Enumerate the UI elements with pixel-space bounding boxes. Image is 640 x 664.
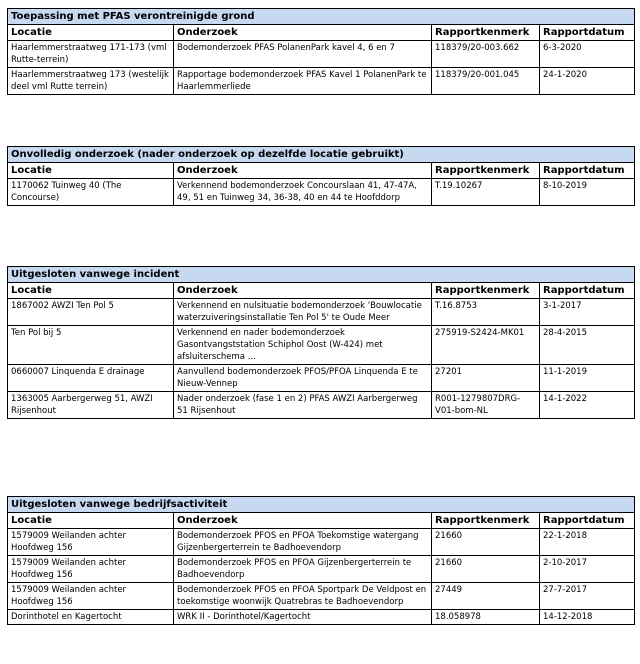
cell-datum: 2-10-2017 bbox=[540, 556, 635, 583]
table-row bbox=[8, 365, 635, 392]
cell-locatie: 1363005 Aarbergerweg 51, AWZI Rijsenhout bbox=[8, 392, 174, 419]
cell-kenmerk: 118379/20-001.045 bbox=[432, 68, 540, 95]
cell-kenmerk: 27449 bbox=[432, 583, 540, 610]
cell-onderzoek: Verkennend en nader bodemonderzoek Gasontvangststation Schiphol Oost (W-424) met afsluiterschema ... bbox=[174, 326, 432, 365]
column-header-onderzoek: Onderzoek bbox=[174, 163, 432, 179]
column-header-onderzoek: Onderzoek bbox=[174, 283, 432, 299]
table-row bbox=[8, 529, 635, 556]
table-section-0 bbox=[7, 8, 634, 95]
column-header-datum: Rapportdatum bbox=[540, 163, 635, 179]
cell-datum: 8-10-2019 bbox=[540, 179, 635, 206]
cell-onderzoek: WRK II - Dorinthotel/Kagertocht bbox=[174, 610, 432, 625]
header-row bbox=[8, 163, 635, 179]
report-table bbox=[7, 8, 635, 95]
cell-kenmerk: T.16.8753 bbox=[432, 299, 540, 326]
cell-locatie: 1579009 Weilanden achter Hoofdweg 156 bbox=[8, 556, 174, 583]
column-header-kenmerk: Rapportkenmerk bbox=[432, 163, 540, 179]
report-table bbox=[7, 266, 635, 419]
cell-datum: 3-1-2017 bbox=[540, 299, 635, 326]
section-title: Uitgesloten vanwege bedrijfsactiviteit bbox=[8, 497, 635, 513]
cell-kenmerk: 18.058978 bbox=[432, 610, 540, 625]
cell-datum: 22-1-2018 bbox=[540, 529, 635, 556]
cell-onderzoek: Bodemonderzoek PFOS en PFOA Sportpark De Veldpost en toekomstige woonwijk Quatrebras te Badhoevendorp bbox=[174, 583, 432, 610]
table-row bbox=[8, 392, 635, 419]
cell-kenmerk: 27201 bbox=[432, 365, 540, 392]
cell-kenmerk: 118379/20-003.662 bbox=[432, 41, 540, 68]
table-row bbox=[8, 41, 635, 68]
section-title: Uitgesloten vanwege incident bbox=[8, 267, 635, 283]
table-section-2 bbox=[7, 266, 634, 419]
cell-locatie: 1867002 AWZI Ten Pol 5 bbox=[8, 299, 174, 326]
table-section-1 bbox=[7, 146, 634, 206]
column-header-kenmerk: Rapportkenmerk bbox=[432, 283, 540, 299]
cell-onderzoek: Verkennend en nulsituatie bodemonderzoek 'Bouwlocatie waterzuiveringsinstallatie Ten Pol 5' te Oude Meer bbox=[174, 299, 432, 326]
cell-locatie: Ten Pol bij 5 bbox=[8, 326, 174, 365]
cell-onderzoek: Aanvullend bodemonderzoek PFOS/PFOA Linquenda E te Nieuw-Vennep bbox=[174, 365, 432, 392]
section-title: Toepassing met PFAS verontreinigde grond bbox=[8, 9, 635, 25]
column-header-datum: Rapportdatum bbox=[540, 25, 635, 41]
cell-datum: 14-1-2022 bbox=[540, 392, 635, 419]
section-title-row bbox=[8, 497, 635, 513]
table-row bbox=[8, 299, 635, 326]
section-title-row bbox=[8, 9, 635, 25]
cell-kenmerk: 275919-S2424-MK01 bbox=[432, 326, 540, 365]
column-header-datum: Rapportdatum bbox=[540, 513, 635, 529]
column-header-locatie: Locatie bbox=[8, 283, 174, 299]
column-header-locatie: Locatie bbox=[8, 25, 174, 41]
report-table bbox=[7, 496, 635, 625]
cell-datum: 14-12-2018 bbox=[540, 610, 635, 625]
column-header-kenmerk: Rapportkenmerk bbox=[432, 25, 540, 41]
header-row bbox=[8, 25, 635, 41]
table-row bbox=[8, 326, 635, 365]
cell-kenmerk: 21660 bbox=[432, 529, 540, 556]
cell-onderzoek: Rapportage bodemonderzoek PFAS Kavel 1 PolanenPark te Haarlemmerliede bbox=[174, 68, 432, 95]
table-row bbox=[8, 556, 635, 583]
cell-locatie: 1579009 Weilanden achter Hoofdweg 156 bbox=[8, 583, 174, 610]
section-title: Onvolledig onderzoek (nader onderzoek op dezelfde locatie gebruikt) bbox=[8, 147, 635, 163]
cell-datum: 27-7-2017 bbox=[540, 583, 635, 610]
cell-locatie: 0660007 Linquenda E drainage bbox=[8, 365, 174, 392]
cell-locatie: 1170062 Tuinweg 40 (The Concourse) bbox=[8, 179, 174, 206]
header-row bbox=[8, 513, 635, 529]
column-header-onderzoek: Onderzoek bbox=[174, 25, 432, 41]
cell-kenmerk: R001-1279807DRG-V01-bom-NL bbox=[432, 392, 540, 419]
cell-onderzoek: Bodemonderzoek PFAS PolanenPark kavel 4, 6 en 7 bbox=[174, 41, 432, 68]
cell-onderzoek: Bodemonderzoek PFOS en PFOA Toekomstige watergang Gijzenbergerterrein te Badhoevendorp bbox=[174, 529, 432, 556]
cell-datum: 28-4-2015 bbox=[540, 326, 635, 365]
cell-onderzoek: Nader onderzoek (fase 1 en 2) PFAS AWZI Aarbergerweg 51 Rijsenhout bbox=[174, 392, 432, 419]
cell-locatie: Haarlemmerstraatweg 171-173 (vml Rutte-terrein) bbox=[8, 41, 174, 68]
column-header-kenmerk: Rapportkenmerk bbox=[432, 513, 540, 529]
column-header-datum: Rapportdatum bbox=[540, 283, 635, 299]
report-table bbox=[7, 146, 635, 206]
section-title-row bbox=[8, 267, 635, 283]
table-row bbox=[8, 68, 635, 95]
cell-datum: 24-1-2020 bbox=[540, 68, 635, 95]
cell-locatie: Dorinthotel en Kagertocht bbox=[8, 610, 174, 625]
header-row bbox=[8, 283, 635, 299]
cell-locatie: Haarlemmerstraatweg 173 (westelijk deel vml Rutte terrein) bbox=[8, 68, 174, 95]
cell-onderzoek: Verkennend bodemonderzoek Concourslaan 41, 47-47A, 49, 51 en Tuinweg 34, 36-38, 40 en 44 te Hoofddorp bbox=[174, 179, 432, 206]
cell-locatie: 1579009 Weilanden achter Hoofdweg 156 bbox=[8, 529, 174, 556]
table-row bbox=[8, 179, 635, 206]
column-header-locatie: Locatie bbox=[8, 513, 174, 529]
table-section-3 bbox=[7, 496, 634, 625]
column-header-locatie: Locatie bbox=[8, 163, 174, 179]
table-row bbox=[8, 610, 635, 625]
cell-onderzoek: Bodemonderzoek PFOS en PFOA Gijzenbergerterrein te Badhoevendorp bbox=[174, 556, 432, 583]
cell-kenmerk: T.19.10267 bbox=[432, 179, 540, 206]
cell-datum: 11-1-2019 bbox=[540, 365, 635, 392]
column-header-onderzoek: Onderzoek bbox=[174, 513, 432, 529]
section-title-row bbox=[8, 147, 635, 163]
table-row bbox=[8, 583, 635, 610]
cell-kenmerk: 21660 bbox=[432, 556, 540, 583]
cell-datum: 6-3-2020 bbox=[540, 41, 635, 68]
